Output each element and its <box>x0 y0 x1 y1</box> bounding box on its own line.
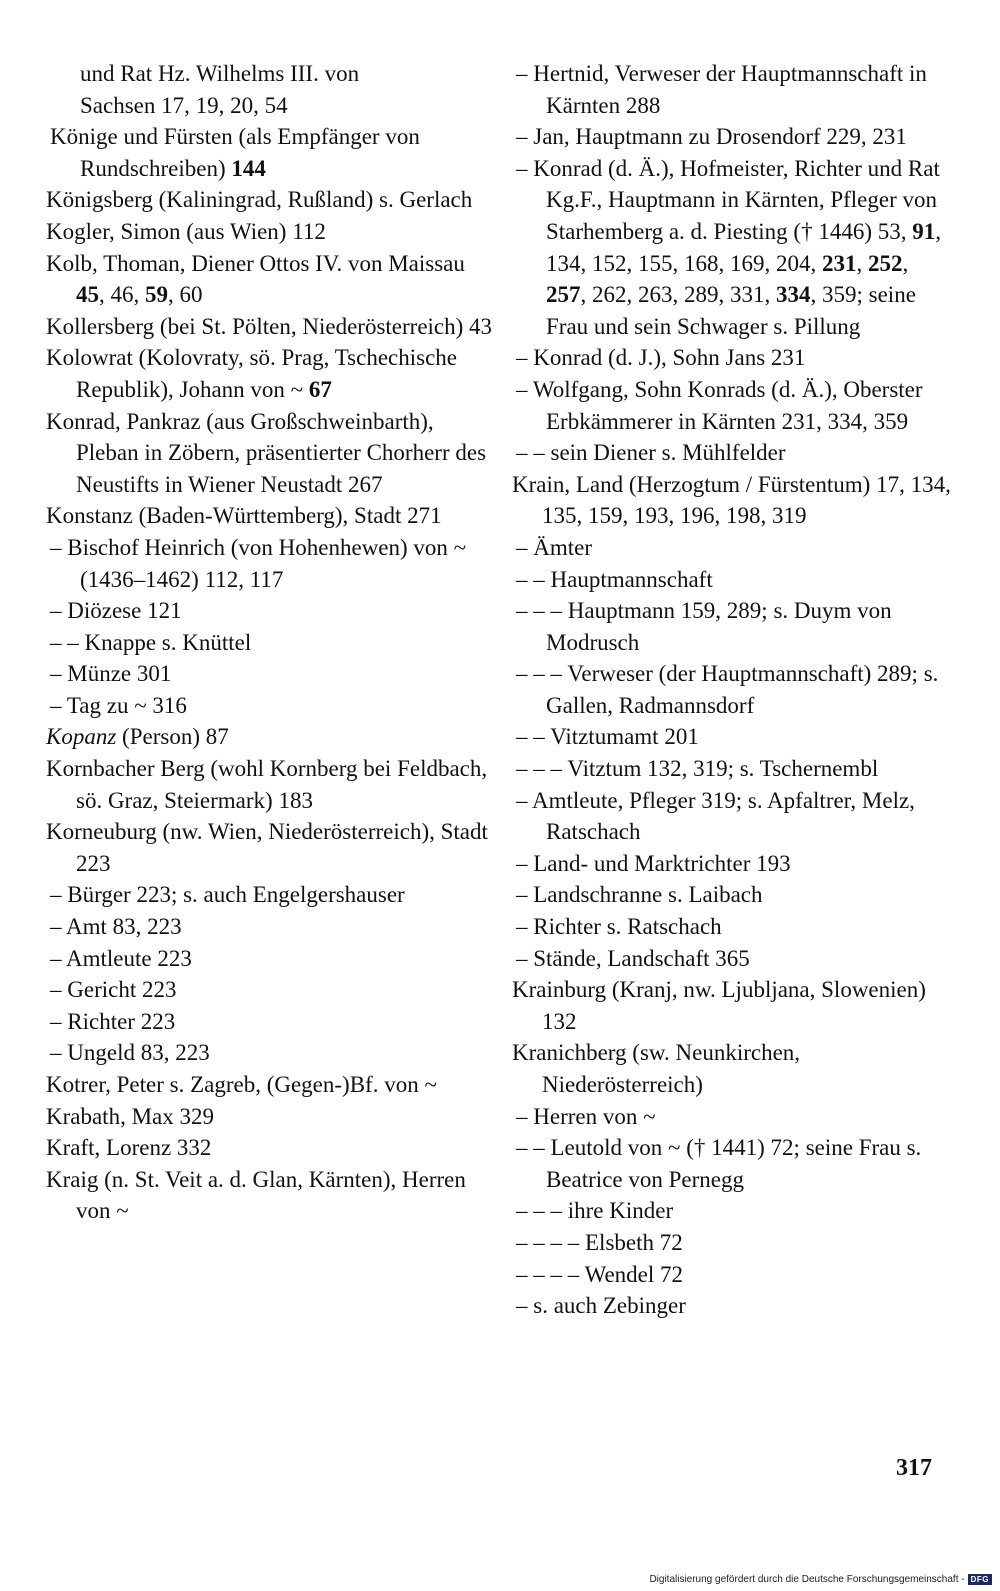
index-entry: – – – – Elsbeth 72 <box>516 1229 683 1255</box>
index-entry: – Richter s. Ratschach <box>516 914 722 940</box>
index-entry: Kolb, Thoman, Diener Ottos IV. von Maissau 45, 46, 59, 60 <box>46 250 465 308</box>
index-entry: – – – Verweser (der Hauptmannschaft) 289; s. Gallen, Radmannsdorf <box>516 661 939 718</box>
index-entry: Kornbacher Berg (wohl Kornberg bei Feldbach, sö. Graz, Steiermark) 183 <box>46 756 488 813</box>
index-entry: – Ungeld 83, 223 <box>50 1040 210 1066</box>
footer <box>649 1574 992 1585</box>
index-entry: – Ämter <box>516 534 593 560</box>
index-entry: – Richter 223 <box>50 1008 176 1034</box>
index-entry: – – – – Wendel 72 <box>516 1261 684 1287</box>
index-entry: Kotrer, Peter s. Zagreb, (Gegen-)Bf. von ~ <box>46 1072 437 1097</box>
index-entry: – Herren von ~ <box>516 1103 656 1129</box>
index-entry: – – Leutold von ~ († 1441) 72; seine Frau s. Beatrice von Pernegg <box>516 1135 922 1192</box>
index-column-right <box>512 58 952 1322</box>
index-entry: – Amt 83, 223 <box>50 914 182 940</box>
index-entry: Kogler, Simon (aus Wien) 112 <box>46 218 326 244</box>
index-entry: – – Hauptmannschaft <box>516 566 713 592</box>
index-entry: – Konrad (d. J.), Sohn Jans 231 <box>516 345 806 371</box>
index-entry: Kolowrat (Kolovraty, sö. Prag, Tschechische Republik), Johann von ~ 67 <box>46 345 458 402</box>
index-entry: – Bischof Heinrich (von Hohenhewen) von ~ (1436–1462) 112, 117 <box>50 534 467 592</box>
index-entry: – Land- und Marktrichter 193 <box>516 850 791 876</box>
index-entry: – Münze 301 <box>50 661 172 687</box>
index-entry: – Konrad (d. Ä.), Hofmeister, Richter und Rat Kg.F., Hauptmann in Kärnten, Pfleger von Starhemberg a. d. Piesting († 1446) 53, 91, 134, 152, 155, 168, 169, 204, 231, 252, 257, 262, 263, 289, 331, 334, 359; seine Frau und sein Schwager s. Pillung <box>516 155 941 339</box>
index-entry: – s. auch Zebinger <box>516 1293 686 1319</box>
index-entry: Kollersberg (bei St. Pölten, Niederösterreich) 43 <box>46 313 493 339</box>
index-entry: – Amtleute, Pfleger 319; s. Apfaltrer, Melz, Ratschach <box>516 787 915 845</box>
index-entry: – Hertnid, Verweser der Hauptmannschaft in Kärnten 288 <box>516 61 927 118</box>
index-entry: – Landschranne s. Laibach <box>516 882 763 908</box>
index-entry: – Tag zu ~ 316 <box>50 692 187 718</box>
index-entry: Krainburg (Kranj, nw. Ljubljana, Slowenien) 132 <box>512 977 926 1034</box>
page-number: 317 <box>896 1455 932 1481</box>
index-entry: – – Vitztumamt 201 <box>516 724 699 750</box>
index-entry: und Rat Hz. Wilhelms III. von <box>80 61 360 86</box>
index-entry: Sachsen 17, 19, 20, 54 <box>80 92 288 118</box>
index-entry: – Bürger 223; s. auch Engelgershauser <box>50 882 405 908</box>
index-entry: – – Knappe s. Knüttel <box>50 629 252 655</box>
dfg-logo: DFG <box>968 1574 992 1585</box>
index-entry: Kraft, Lorenz 332 <box>46 1135 212 1161</box>
index-entry: – Diözese 121 <box>50 598 182 624</box>
index-entry: – Stände, Landschaft 365 <box>516 945 750 971</box>
index-entry: Konstanz (Baden-Württemberg), Stadt 271 <box>46 503 442 529</box>
index-entry: – – sein Diener s. Mühlfelder <box>516 440 786 466</box>
index-entry: – Amtleute 223 <box>50 945 192 971</box>
index-entry: Königsberg (Kaliningrad, Rußland) s. Gerlach <box>46 187 473 213</box>
index-entry: Konrad, Pankraz (aus Großschweinbarth), Pleban in Zöbern, präsentierter Chorherr des Neustifts in Wiener Neustadt 267 <box>46 408 487 497</box>
index-column-left <box>46 58 496 1227</box>
index-entry: – – – ihre Kinder <box>516 1198 674 1224</box>
index-entry: Korneuburg (nw. Wien, Niederösterreich), Stadt 223 <box>46 819 488 876</box>
index-entry: – Gericht 223 <box>50 977 177 1003</box>
index-entry: Kranichberg (sw. Neunkirchen, Niederösterreich) <box>512 1040 801 1097</box>
index-entry: – – – Vitztum 132, 319; s. Tschernembl <box>516 756 879 782</box>
index-entry: Kopanz (Person) 87 <box>46 724 229 750</box>
index-entry: Könige und Fürsten (als Empfänger von Rundschreiben) 144 <box>50 124 420 181</box>
index-entry: – Jan, Hauptmann zu Drosendorf 229, 231 <box>516 124 907 150</box>
index-entry: Krabath, Max 329 <box>46 1103 214 1129</box>
index-entry: – – – Hauptmann 159, 289; s. Duym von Modrusch <box>516 598 892 655</box>
index-entry: Kraig (n. St. Veit a. d. Glan, Kärnten), Herren von ~ <box>46 1166 466 1224</box>
index-entry: – Wolfgang, Sohn Konrads (d. Ä.), Oberster Erbkämmerer in Kärnten 231, 334, 359 <box>516 376 923 434</box>
index-entry: Krain, Land (Herzogtum / Fürstentum) 17, 134, 135, 159, 193, 196, 198, 319 <box>512 471 951 529</box>
footer-text: Digitalisierung gefördert durch die Deutsche Forschungsgemeinschaft - <box>649 1574 965 1585</box>
